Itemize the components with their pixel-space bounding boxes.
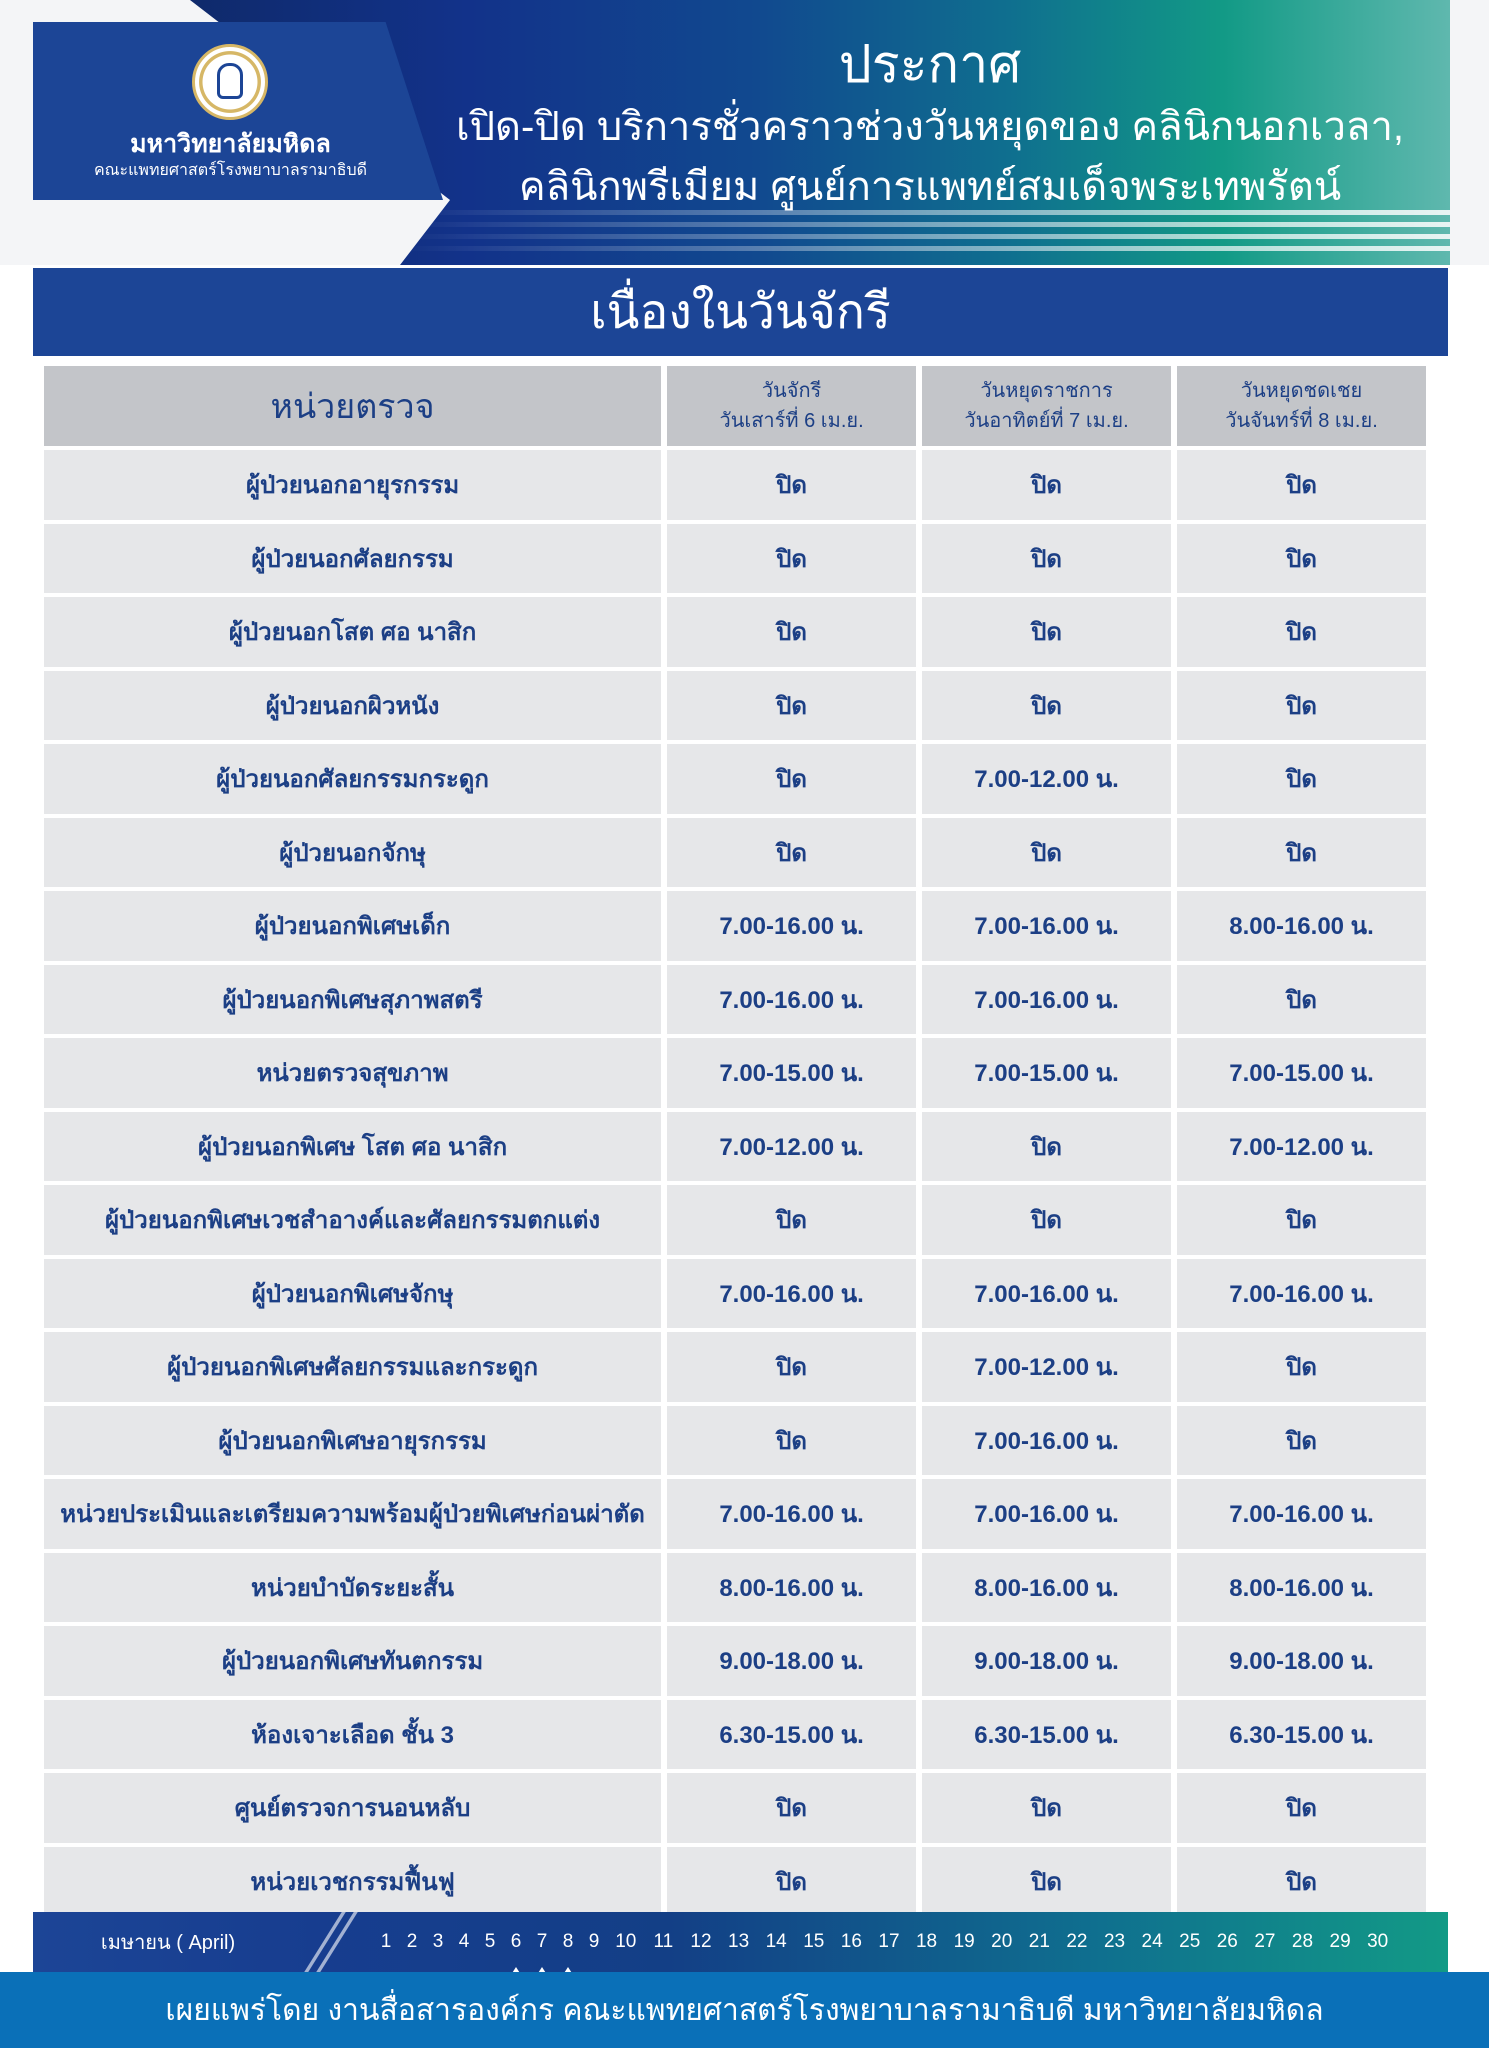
hours-cell-d1: 6.30-15.00 น. (667, 1700, 916, 1770)
table-row (44, 1773, 1426, 1843)
hours-cell-d1: ปิด (667, 818, 916, 888)
unit-column-header: หน่วยตรวจ (44, 366, 661, 446)
university-emblem-icon (192, 44, 268, 120)
occasion-title: เนื่องในวันจักรี (590, 286, 891, 339)
unit-name-cell: ผู้ป่วยนอกศัลยกรรม (44, 524, 661, 594)
calendar-day-marked: 6 (503, 1931, 529, 1953)
calendar-day: 15 (803, 1931, 825, 1952)
hours-cell-d3: 7.00-16.00 น. (1177, 1479, 1426, 1549)
hours-cell-d1: ปิด (667, 1332, 916, 1402)
table-row (44, 671, 1426, 741)
schedule-table-body (44, 450, 1426, 1916)
hours-cell-d2: 7.00-12.00 น. (922, 744, 1171, 814)
unit-name-cell: ผู้ป่วยนอกพิเศษจักษุ (44, 1259, 661, 1329)
hours-cell-d2: 7.00-16.00 น. (922, 965, 1171, 1035)
hours-cell-d2: 7.00-15.00 น. (922, 1038, 1171, 1108)
hours-cell-d2: ปิด (922, 1773, 1171, 1843)
hours-cell-d3: 8.00-16.00 น. (1177, 891, 1426, 961)
hours-cell-d2: ปิด (922, 1847, 1171, 1917)
unit-name-cell: ผู้ป่วยนอกพิเศษเด็ก (44, 891, 661, 961)
calendar-day: 28 (1291, 1931, 1314, 1952)
hours-cell-d1: ปิด (667, 1406, 916, 1476)
hours-cell-d2: ปิด (922, 450, 1171, 520)
calendar-month-label: เมษายน ( April) (100, 1932, 236, 1954)
table-row (44, 450, 1426, 520)
hours-cell-d2: 7.00-16.00 น. (922, 1479, 1171, 1549)
calendar-day: 27 (1254, 1931, 1276, 1952)
table-header-row (44, 366, 1426, 446)
footer-publisher-text: เผยแพร่โดย งานสื่อสารองค์กร คณะแพทยศาสตร์โรงพยาบาลรามาธิบดี มหาวิทยาลัยมหิดล (165, 1993, 1324, 2027)
hours-cell-d1: ปิด (667, 450, 916, 520)
hours-cell-d2: 7.00-16.00 น. (922, 891, 1171, 961)
unit-name-cell: ห้องเจาะเลือด ชั้น 3 (44, 1700, 661, 1770)
column-header-day-2 (922, 366, 1171, 446)
table-row (44, 524, 1426, 594)
column-header-day-1 (667, 366, 916, 446)
hours-cell-d1: ปิด (667, 524, 916, 594)
hours-cell-d1: 8.00-16.00 น. (667, 1553, 916, 1623)
hours-cell-d3: ปิด (1177, 965, 1426, 1035)
calendar-day: 14 (765, 1931, 787, 1952)
hours-cell-d3: ปิด (1177, 1847, 1426, 1917)
calendar-divider (303, 1912, 373, 1972)
column-header-day-3-name: วันหยุดชดเชย (1240, 380, 1363, 402)
hours-cell-d3: 7.00-15.00 น. (1177, 1038, 1426, 1108)
unit-name-cell: ผู้ป่วยนอกผิวหนัง (44, 671, 661, 741)
unit-name-cell: ผู้ป่วยนอกพิเศษทันตกรรม (44, 1626, 661, 1696)
hours-cell-d1: ปิด (667, 1847, 916, 1917)
calendar-day: 18 (915, 1931, 938, 1952)
table-row (44, 744, 1426, 814)
hours-cell-d2: 7.00-16.00 น. (922, 1406, 1171, 1476)
hours-cell-d2: 7.00-12.00 น. (922, 1332, 1171, 1402)
hours-cell-d2: 8.00-16.00 น. (922, 1553, 1171, 1623)
hours-cell-d1: ปิด (667, 671, 916, 741)
announcement-subtitle-line-2: คลินิกพรีเมียม ศูนย์การแพทย์สมเด็จพระเทพรัตน์ (518, 165, 1342, 209)
calendar-day: 4 (458, 1931, 470, 1952)
unit-name-cell: ผู้ป่วยนอกอายุรกรรม (44, 450, 661, 520)
hours-cell-d2: ปิด (922, 1112, 1171, 1182)
hours-cell-d1: ปิด (667, 1773, 916, 1843)
unit-name-cell: ผู้ป่วยนอกจักษุ (44, 818, 661, 888)
table-row (44, 1332, 1426, 1402)
hours-cell-d3: ปิด (1177, 1332, 1426, 1402)
unit-name-cell: ศูนย์ตรวจการนอนหลับ (44, 1773, 661, 1843)
calendar-day: 23 (1103, 1931, 1126, 1952)
unit-name-cell: ผู้ป่วยนอกพิเศษอายุรกรรม (44, 1406, 661, 1476)
table-row (44, 1700, 1426, 1770)
table-row (44, 1626, 1426, 1696)
table-row (44, 1038, 1426, 1108)
calendar-day: 29 (1329, 1931, 1351, 1952)
hours-cell-d3: 6.30-15.00 น. (1177, 1700, 1426, 1770)
hours-cell-d1: 7.00-15.00 น. (667, 1038, 916, 1108)
table-row (44, 891, 1426, 961)
table-row (44, 1479, 1426, 1549)
calendar-day: 21 (1028, 1931, 1050, 1952)
hours-cell-d3: ปิด (1177, 524, 1426, 594)
unit-name-cell: หน่วยตรวจสุขภาพ (44, 1038, 661, 1108)
unit-name-cell: ผู้ป่วยนอกศัลยกรรมกระดูก (44, 744, 661, 814)
hours-cell-d2: 7.00-16.00 น. (922, 1259, 1171, 1329)
hours-cell-d2: 9.00-18.00 น. (922, 1626, 1171, 1696)
hours-cell-d3: ปิด (1177, 1185, 1426, 1255)
unit-name-cell: ผู้ป่วยนอกพิเศษ โสต ศอ นาสิก (44, 1112, 661, 1182)
unit-name-cell: ผู้ป่วยนอกโสต ศอ นาสิก (44, 597, 661, 667)
unit-name-cell: หน่วยบำบัดระยะสั้น (44, 1553, 661, 1623)
calendar-day: 19 (953, 1931, 975, 1952)
hours-cell-d1: 7.00-12.00 น. (667, 1112, 916, 1182)
column-header-day-2-date: วันอาทิตย์ที่ 7 เม.ย. (964, 410, 1129, 432)
university-name: มหาวิทยาลัยมหิดล (130, 130, 331, 158)
calendar-day: 25 (1179, 1931, 1201, 1952)
hours-cell-d3: 9.00-18.00 น. (1177, 1626, 1426, 1696)
hours-cell-d3: 7.00-16.00 น. (1177, 1259, 1426, 1329)
hours-cell-d1: ปิด (667, 1185, 916, 1255)
calendar-day: 1 (380, 1931, 392, 1952)
hours-cell-d3: ปิด (1177, 818, 1426, 888)
column-header-day-3-date: วันจันทร์ที่ 8 เม.ย. (1225, 410, 1378, 432)
calendar-day: 5 (484, 1931, 496, 1952)
hours-cell-d1: 7.00-16.00 น. (667, 1479, 916, 1549)
calendar-day: 11 (653, 1931, 674, 1952)
table-row (44, 1112, 1426, 1182)
hours-cell-d3: ปิด (1177, 450, 1426, 520)
table-row (44, 1259, 1426, 1329)
calendar-day: 3 (432, 1931, 444, 1952)
table-row (44, 1847, 1426, 1917)
column-header-day-3 (1177, 366, 1426, 446)
column-header-day-1-date: วันเสาร์ที่ 6 เม.ย. (719, 410, 864, 432)
unit-name-cell: หน่วยเวชกรรมฟื้นฟู (44, 1847, 661, 1917)
hours-cell-d3: 8.00-16.00 น. (1177, 1553, 1426, 1623)
hours-cell-d1: ปิด (667, 744, 916, 814)
hours-cell-d2: ปิด (922, 597, 1171, 667)
unit-name-cell: หน่วยประเมินและเตรียมความพร้อมผู้ป่วยพิเศษก่อนผ่าตัด (44, 1479, 661, 1549)
calendar-day: 13 (728, 1931, 750, 1952)
calendar-day: 9 (588, 1931, 600, 1952)
calendar-days (373, 1931, 1448, 1953)
hours-cell-d2: ปิด (922, 671, 1171, 741)
calendar-day: 17 (878, 1931, 900, 1952)
hours-cell-d1: ปิด (667, 597, 916, 667)
hours-cell-d1: 7.00-16.00 น. (667, 891, 916, 961)
calendar-day: 30 (1367, 1931, 1389, 1952)
calendar-day: 10 (615, 1931, 637, 1952)
announcement-subtitle-line-1: เปิด-ปิด บริการชั่วคราวช่วงวันหยุดของ คลินิกนอกเวลา, (455, 105, 1405, 149)
calendar-day: 12 (690, 1931, 712, 1952)
hours-cell-d2: ปิด (922, 524, 1171, 594)
calendar-day-marked: 7 (529, 1931, 555, 1953)
table-row (44, 965, 1426, 1035)
hours-cell-d1: 9.00-18.00 น. (667, 1626, 916, 1696)
hours-cell-d2: ปิด (922, 818, 1171, 888)
unit-name-cell: ผู้ป่วยนอกพิเศษศัลยกรรมและกระดูก (44, 1332, 661, 1402)
calendar-day: 24 (1141, 1931, 1163, 1952)
hours-cell-d3: 7.00-12.00 น. (1177, 1112, 1426, 1182)
table-row (44, 1406, 1426, 1476)
table-row (44, 597, 1426, 667)
hours-cell-d3: ปิด (1177, 671, 1426, 741)
hours-cell-d3: ปิด (1177, 1406, 1426, 1476)
calendar-day: 16 (840, 1931, 862, 1952)
calendar-day-marked: 8 (555, 1931, 581, 1953)
hours-cell-d1: 7.00-16.00 น. (667, 965, 916, 1035)
table-row (44, 1185, 1426, 1255)
faculty-name: คณะแพทยศาสตร์โรงพยาบาลรามาธิบดี (93, 162, 368, 179)
occasion-bar (33, 268, 1448, 356)
schedule-table (38, 362, 1432, 1920)
announcement-title: ประกาศ (838, 36, 1022, 94)
unit-name-cell: ผู้ป่วยนอกพิเศษเวชสำอางค์และศัลยกรรมตกแต่ง (44, 1185, 661, 1255)
calendar-day: 26 (1216, 1931, 1238, 1952)
calendar-strip (33, 1912, 1448, 1972)
hours-cell-d2: 6.30-15.00 น. (922, 1700, 1171, 1770)
calendar-day: 2 (406, 1931, 418, 1952)
column-header-day-2-name: วันหยุดราชการ (980, 380, 1113, 402)
header-banner (0, 0, 1489, 265)
unit-name-cell: ผู้ป่วยนอกพิเศษสุภาพสตรี (44, 965, 661, 1035)
table-row (44, 1553, 1426, 1623)
table-row (44, 818, 1426, 888)
hours-cell-d1: 7.00-16.00 น. (667, 1259, 916, 1329)
hours-cell-d3: ปิด (1177, 1773, 1426, 1843)
calendar-day: 20 (991, 1931, 1013, 1952)
footer-bar (0, 1972, 1489, 2048)
calendar-day: 22 (1066, 1931, 1088, 1952)
hours-cell-d3: ปิด (1177, 597, 1426, 667)
hours-cell-d2: ปิด (922, 1185, 1171, 1255)
hours-cell-d3: ปิด (1177, 744, 1426, 814)
column-header-day-1-name: วันจักรี (761, 380, 822, 402)
